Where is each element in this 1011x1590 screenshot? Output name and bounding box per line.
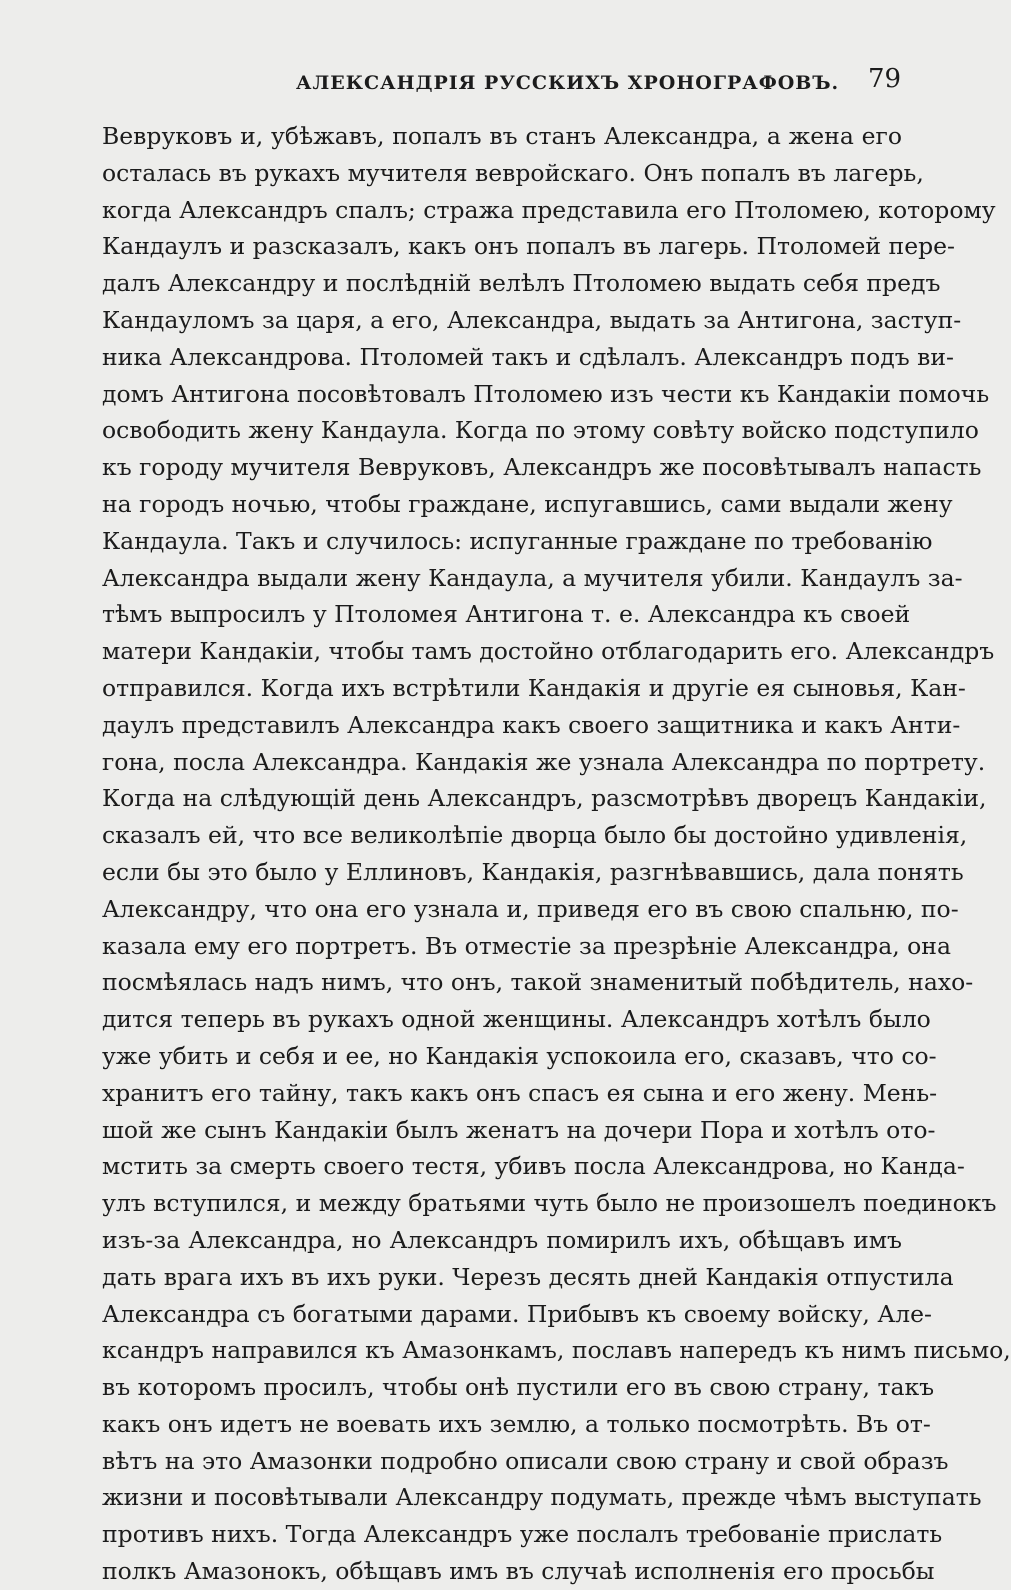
- text-line: Кандаулъ и разсказалъ, какъ онъ попалъ въ лагерь. Птоломей пере-: [102, 232, 955, 261]
- text-line: дать врага ихъ въ ихъ руки. Черезъ десять дней Кандакія отпустила: [102, 1262, 954, 1291]
- text-line: изъ-за Александра, но Александръ помирилъ ихъ, обѣщавъ имъ: [102, 1225, 902, 1254]
- text-line: далъ Александру и послѣдній велѣлъ Птоломею выдать себя предъ: [102, 269, 941, 298]
- body-text: [102, 118, 1011, 1590]
- text-line: на городъ ночью, чтобы граждане, испугавшись, сами выдали жену: [102, 489, 953, 518]
- text-line: Кандаула. Такъ и случилось: испуганные граждане по требованію: [102, 526, 933, 555]
- text-line: противъ нихъ. Тогда Александръ уже послалъ требованіе прислать: [102, 1520, 943, 1549]
- text-line: Александру, что она его узнала и, приведя его въ свою спальню, по-: [102, 894, 959, 923]
- text-line: жизни и посовѣтывали Александру подумать, прежде чѣмъ выступать: [102, 1483, 982, 1512]
- text-line: когда Александръ спалъ; стража представила его Птоломею, которому: [102, 195, 996, 224]
- running-title: АЛЕКСАНДРІЯ РУССКИХЪ ХРОНОГРАФОВЪ.: [296, 72, 840, 94]
- text-line: гона, посла Александра. Кандакія же узнала Александра по портрету.: [102, 747, 986, 776]
- text-line: если бы это было у Еллиновъ, Кандакія, разгнѣвавшись, дала понять: [102, 857, 964, 886]
- text-line: отправился. Когда ихъ встрѣтили Кандакія и другіе ея сыновья, Кан-: [102, 673, 966, 702]
- text-line: даулъ представилъ Александра какъ своего защитника и какъ Анти-: [102, 710, 961, 739]
- text-line: Александра съ богатыми дарами. Прибывъ къ своему войску, Але-: [102, 1299, 932, 1328]
- text-line: шой же сынъ Кандакіи былъ женатъ на дочери Пора и хотѣлъ ото-: [102, 1115, 936, 1144]
- page-number: 79: [868, 64, 902, 94]
- text-line: ксандръ направился къ Амазонкамъ, пославъ напередъ къ нимъ письмо,: [102, 1336, 1011, 1365]
- page-header: [0, 64, 1000, 104]
- text-line: улъ вступился, и между братьями чуть было не произошелъ поединокъ: [102, 1189, 997, 1218]
- text-line: осталась въ рукахъ мучителя вевройскаго. Онъ попалъ въ лагерь,: [102, 158, 924, 187]
- text-line: казала ему его портретъ. Въ отместіе за презрѣніе Александра, она: [102, 931, 951, 960]
- text-line: домъ Антигона посовѣтовалъ Птоломею изъ чести къ Кандакіи помочь: [102, 379, 990, 408]
- text-line: освободить жену Кандаула. Когда по этому совѣту войско подступило: [102, 416, 979, 445]
- text-line: мстить за смерть своего тестя, убивъ посла Александрова, но Канда-: [102, 1152, 965, 1181]
- text-line: Вевруковъ и, убѣжавъ, попалъ въ станъ Александра, а жена его: [102, 122, 902, 150]
- text-line: дится теперь въ рукахъ одной женщины. Александръ хотѣлъ было: [102, 1005, 931, 1034]
- text-line: тѣмъ выпросилъ у Птоломея Антигона т. е. Александра къ своей: [102, 600, 911, 629]
- text-line: Александра выдали жену Кандаула, а мучителя убили. Кандаулъ за-: [102, 563, 963, 592]
- text-line: какъ онъ идетъ не воевать ихъ землю, а только посмотрѣть. Въ от-: [102, 1409, 931, 1438]
- text-line: въ которомъ просилъ, чтобы онѣ пустили его въ свою страну, такъ: [102, 1373, 935, 1402]
- text-line: ника Александрова. Птоломей такъ и сдѣлалъ. Александръ подъ ви-: [102, 342, 954, 371]
- text-line: полкъ Амазонокъ, обѣщавъ имъ въ случаѣ исполненія его просьбы: [102, 1557, 935, 1586]
- text-line: Когда на слѣдующій день Александръ, разсмотрѣвъ дворецъ Кандакіи,: [102, 784, 987, 813]
- text-line: матери Кандакіи, чтобы тамъ достойно отблагодарить его. Александръ: [102, 637, 995, 666]
- text-line: Кандауломъ за царя, а его, Александра, выдать за Антигона, заступ-: [102, 305, 962, 334]
- text-line: вѣтъ на это Амазонки подробно описали свою страну и свой образъ: [102, 1446, 949, 1475]
- text-line: уже убить и себя и ее, но Кандакія успокоила его, сказавъ, что со-: [102, 1041, 937, 1070]
- text-line: хранитъ его тайну, такъ какъ онъ спасъ ея сына и его жену. Мень-: [102, 1078, 938, 1107]
- text-line: къ городу мучителя Вевруковъ, Александръ же посовѣтывалъ напасть: [102, 453, 982, 482]
- text-line: сказалъ ей, что все великолѣпіе дворца было бы достойно удивленія,: [102, 821, 968, 850]
- text-line: посмѣялась надъ нимъ, что онъ, такой знаменитый побѣдитель, нахо-: [102, 968, 974, 997]
